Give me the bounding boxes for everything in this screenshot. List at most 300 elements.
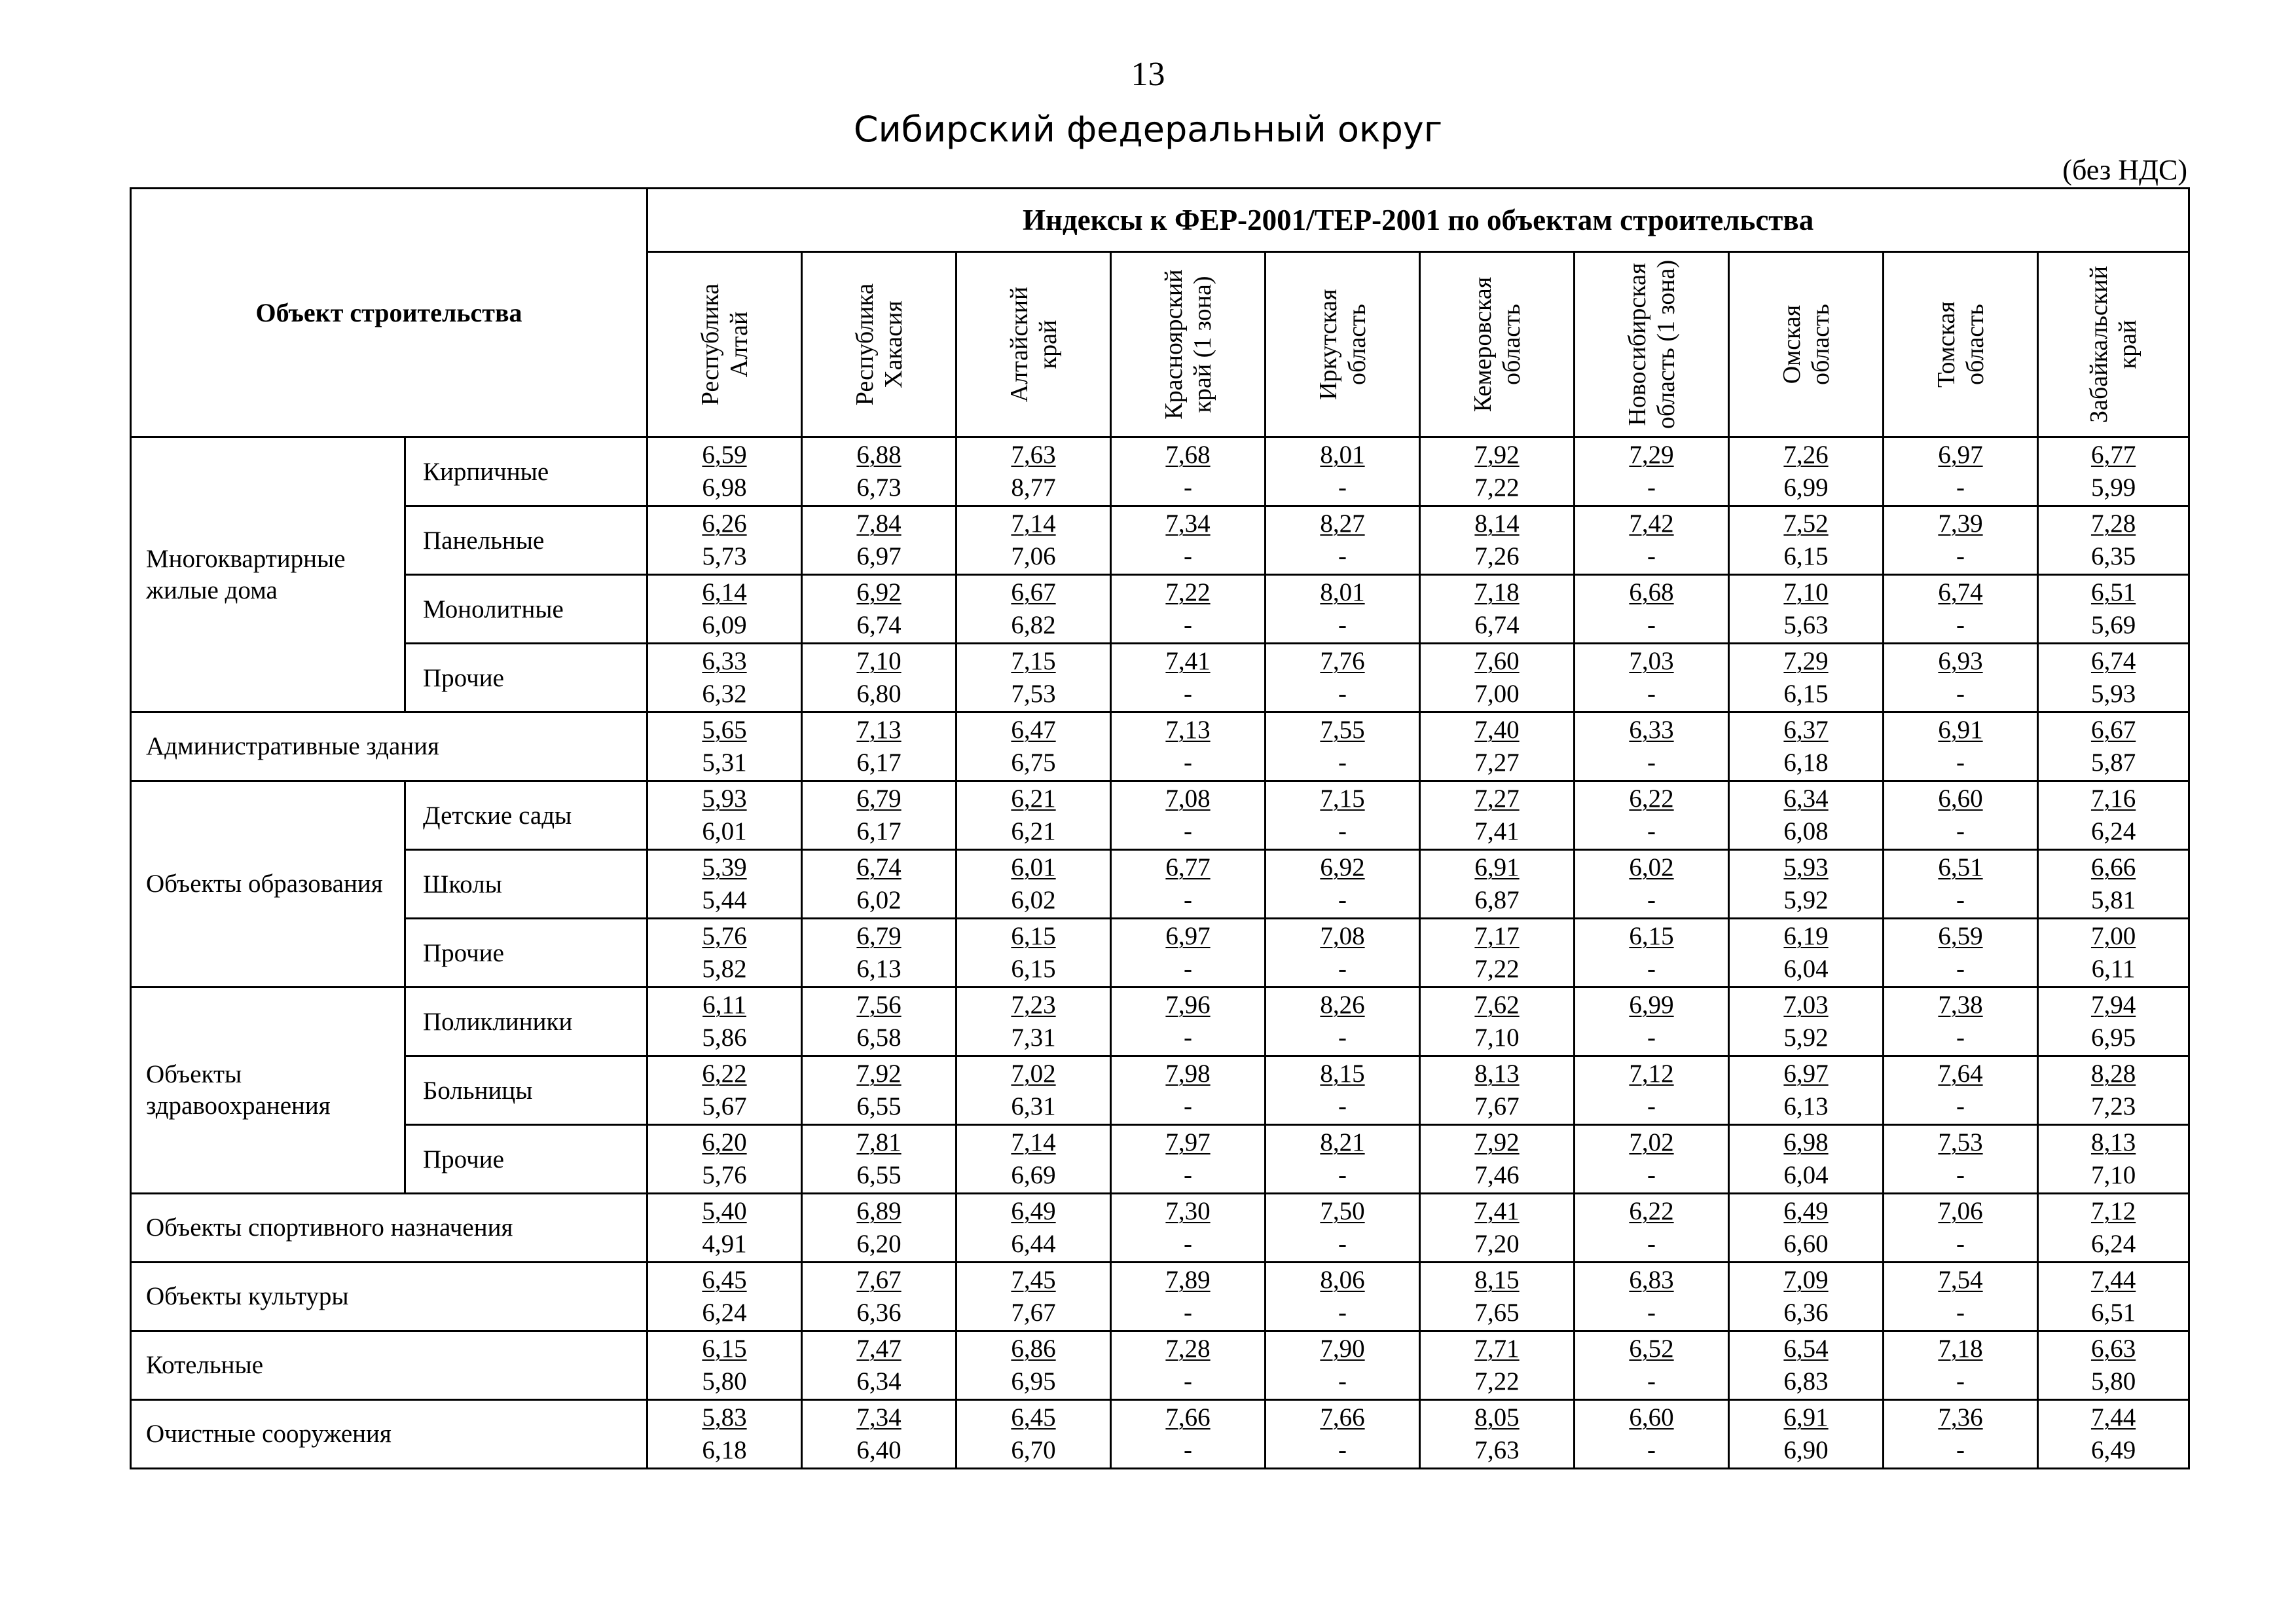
index-value-primary: 6,92 [856, 578, 902, 606]
value-cell [2038, 712, 2189, 781]
table-row [131, 712, 2189, 781]
index-value-secondary: - [1647, 1024, 1656, 1052]
index-value-primary: 7,10 [1783, 578, 1829, 606]
index-value-primary: 7,92 [1474, 1128, 1520, 1156]
index-value-secondary: - [1956, 1161, 1965, 1189]
region-label [2085, 266, 2142, 423]
index-value-secondary: 6,60 [1783, 1230, 1829, 1258]
index-value-secondary: 6,21 [1011, 817, 1056, 845]
value-cell [647, 437, 802, 506]
value-cell [1575, 987, 1729, 1056]
index-value-secondary: 6,95 [1011, 1367, 1056, 1395]
index-value-secondary: 6,58 [856, 1024, 902, 1052]
index-value-secondary: 6,24 [702, 1299, 747, 1327]
index-value-primary: 7,36 [1938, 1403, 1983, 1431]
value-cell [1575, 712, 1729, 781]
index-value-secondary: 6,34 [856, 1367, 902, 1395]
value-cell [1729, 987, 1884, 1056]
index-value-secondary: - [1338, 748, 1347, 777]
value-cell [2038, 437, 2189, 506]
value-cell [1420, 919, 1575, 987]
region-label-line2: край [2114, 320, 2142, 369]
index-value-secondary: 5,80 [2090, 1367, 2136, 1395]
index-value-primary: 6,15 [1629, 922, 1674, 950]
index-value-secondary: 6,02 [856, 886, 902, 914]
index-value-secondary: - [1184, 1436, 1193, 1464]
index-value-secondary: - [1956, 1024, 1965, 1052]
index-value-primary: 6,33 [1629, 716, 1674, 744]
value-cell [1266, 575, 1420, 644]
index-value-primary: 6,97 [1938, 441, 1983, 469]
value-cell [1266, 919, 1420, 987]
value-cell [957, 575, 1111, 644]
index-value-primary: 6,97 [1783, 1060, 1829, 1088]
index-value-primary: 6,14 [702, 578, 747, 606]
index-value-primary: 5,39 [702, 853, 747, 881]
region-label-line2: край [1034, 320, 1062, 369]
table-row [131, 437, 2189, 506]
index-value-primary: 7,06 [1938, 1197, 1983, 1225]
value-cell [802, 1125, 957, 1194]
index-value-primary: 7,67 [856, 1266, 902, 1294]
region-label [850, 284, 908, 406]
value-cell [2038, 1263, 2189, 1331]
value-cell [1420, 506, 1575, 575]
value-cell [1729, 575, 1884, 644]
value-cell [1266, 644, 1420, 712]
value-cell [1420, 1056, 1575, 1125]
index-value-secondary: 7,53 [1011, 680, 1056, 708]
index-value-primary: 6,19 [1783, 922, 1829, 950]
index-value-secondary: 5,81 [2090, 886, 2136, 914]
index-value-secondary: 5,86 [702, 1024, 747, 1052]
region-label-line1: Республика [696, 283, 724, 406]
value-cell [1575, 1056, 1729, 1125]
index-value-primary: 6,22 [702, 1060, 747, 1088]
index-value-secondary: 5,80 [702, 1367, 747, 1395]
index-value-secondary: - [1338, 886, 1347, 914]
page-number: 13 [1131, 56, 1165, 93]
region-header [647, 252, 802, 437]
index-value-secondary: - [1184, 1092, 1193, 1120]
table-row [131, 644, 2189, 712]
value-cell [1729, 1263, 1884, 1331]
index-value-primary: 6,21 [1011, 784, 1056, 813]
index-value-primary: 8,14 [1474, 509, 1520, 538]
value-cell [957, 919, 1111, 987]
table-row [131, 575, 2189, 644]
index-value-secondary: 5,73 [702, 542, 747, 570]
index-value-secondary: - [1647, 886, 1656, 914]
index-value-primary: 7,92 [856, 1060, 902, 1088]
subcategory-label: Прочие [405, 919, 647, 987]
index-value-secondary: - [1956, 542, 1965, 570]
index-value-secondary: 6,95 [2090, 1024, 2136, 1052]
index-value-secondary: 5,99 [2090, 473, 2136, 502]
object-header: Объект строительства [131, 189, 647, 437]
table-row [131, 919, 2189, 987]
index-value-secondary: 6,83 [1783, 1367, 1829, 1395]
value-cell [1729, 506, 1884, 575]
value-cell [957, 1263, 1111, 1331]
index-value-primary: 7,09 [1783, 1266, 1829, 1294]
table-row [131, 1194, 2189, 1263]
value-cell [1266, 1125, 1420, 1194]
index-value-primary: 7,38 [1938, 991, 1983, 1019]
value-cell [2038, 575, 2189, 644]
index-value-primary: 6,74 [2090, 647, 2136, 675]
index-value-secondary: 6,17 [856, 817, 902, 845]
index-value-primary: 7,54 [1938, 1266, 1983, 1294]
value-cell [2038, 1056, 2189, 1125]
index-value-secondary: 6,35 [2090, 542, 2136, 570]
index-value-primary: 7,89 [1165, 1266, 1211, 1294]
region-header [1575, 252, 1729, 437]
index-value-primary: 7,63 [1011, 441, 1056, 469]
index-value-secondary: 6,69 [1011, 1161, 1056, 1189]
index-value-secondary: - [1956, 1299, 1965, 1327]
index-value-primary: 6,93 [1938, 647, 1983, 675]
index-value-primary: 6,79 [856, 784, 902, 813]
index-value-secondary: 6,01 [702, 817, 747, 845]
table-row [131, 850, 2189, 919]
value-cell [647, 850, 802, 919]
value-cell [1729, 644, 1884, 712]
value-cell [2038, 1125, 2189, 1194]
index-value-secondary: 6,32 [702, 680, 747, 708]
value-cell [802, 1056, 957, 1125]
index-value-secondary: - [1956, 748, 1965, 777]
index-value-secondary: 6,20 [856, 1230, 902, 1258]
value-cell [647, 712, 802, 781]
region-label-line1: Алтайский [1005, 286, 1033, 403]
index-value-primary: 6,02 [1629, 853, 1674, 881]
index-value-secondary: - [1956, 1230, 1965, 1258]
index-value-primary: 7,03 [1629, 647, 1674, 675]
value-cell [1111, 506, 1266, 575]
value-cell [957, 712, 1111, 781]
index-value-secondary: 5,82 [702, 955, 747, 983]
subcategory-label: Прочие [405, 644, 647, 712]
index-value-primary: 7,39 [1938, 509, 1983, 538]
index-value-primary: 8,13 [1474, 1060, 1520, 1088]
index-value-primary: 7,98 [1165, 1060, 1211, 1088]
index-value-primary: 5,93 [702, 784, 747, 813]
index-value-secondary: - [1184, 748, 1193, 777]
value-cell [1884, 919, 2038, 987]
value-cell [1420, 1194, 1575, 1263]
index-value-secondary: - [1956, 1367, 1965, 1395]
value-cell [802, 575, 957, 644]
index-value-secondary: 6,31 [1011, 1092, 1056, 1120]
value-cell [957, 644, 1111, 712]
index-value-primary: 6,34 [1783, 784, 1829, 813]
region-label-line1: Кемеровская [1468, 276, 1497, 413]
index-value-primary: 7,53 [1938, 1128, 1983, 1156]
index-value-primary: 7,62 [1474, 991, 1520, 1019]
region-label-line2: Хакасия [879, 301, 907, 388]
region-label-line2: область [1497, 303, 1525, 386]
index-value-secondary: 6,11 [2091, 955, 2136, 983]
category-label: Котельные [131, 1331, 647, 1400]
value-cell [2038, 987, 2189, 1056]
index-value-primary: 7,50 [1320, 1197, 1365, 1225]
value-cell [1729, 712, 1884, 781]
index-value-primary: 7,34 [1165, 509, 1211, 538]
value-cell [2038, 919, 2189, 987]
index-value-primary: 6,89 [856, 1197, 902, 1225]
index-value-primary: 6,15 [1011, 922, 1056, 950]
value-cell [957, 437, 1111, 506]
value-cell [2038, 1331, 2189, 1400]
index-value-secondary: 6,40 [856, 1436, 902, 1464]
index-value-primary: 6,88 [856, 441, 902, 469]
index-value-primary: 8,05 [1474, 1403, 1520, 1431]
value-cell [957, 781, 1111, 850]
region-label [696, 284, 754, 406]
index-value-primary: 7,55 [1320, 716, 1365, 744]
index-value-primary: 7,14 [1011, 1128, 1056, 1156]
index-value-secondary: - [1956, 1092, 1965, 1120]
value-cell [1575, 1194, 1729, 1263]
value-cell [647, 919, 802, 987]
index-value-primary: 8,15 [1320, 1060, 1365, 1088]
index-value-secondary: 5,76 [702, 1161, 747, 1189]
index-value-primary: 7,13 [1165, 716, 1211, 744]
value-cell [802, 712, 957, 781]
value-cell [1111, 575, 1266, 644]
value-cell [1420, 437, 1575, 506]
index-value-primary: 7,40 [1474, 716, 1520, 744]
value-cell [1575, 919, 1729, 987]
index-value-secondary: 7,27 [1474, 748, 1520, 777]
index-value-primary: 6,47 [1011, 716, 1056, 744]
index-value-secondary: - [1184, 1024, 1193, 1052]
value-cell [802, 1400, 957, 1469]
value-cell [1420, 712, 1575, 781]
index-value-primary: 8,06 [1320, 1266, 1365, 1294]
index-value-secondary: - [1338, 1024, 1347, 1052]
value-cell [647, 1331, 802, 1400]
index-value-secondary: - [1338, 817, 1347, 845]
index-value-secondary: 7,26 [1474, 542, 1520, 570]
index-value-primary: 7,34 [856, 1403, 902, 1431]
value-cell [1111, 781, 1266, 850]
index-value-primary: 7,52 [1783, 509, 1829, 538]
region-label [1623, 260, 1681, 429]
index-value-secondary: 6,99 [1783, 473, 1829, 502]
index-value-primary: 6,77 [1165, 853, 1211, 881]
index-value-secondary: - [1647, 955, 1656, 983]
value-cell [2038, 644, 2189, 712]
index-value-secondary: 6,15 [1783, 542, 1829, 570]
value-cell [1729, 919, 1884, 987]
region-label-line1: Омская [1777, 304, 1806, 384]
index-value-primary: 6,92 [1320, 853, 1365, 881]
value-cell [1729, 1056, 1884, 1125]
index-value-secondary: 8,77 [1011, 473, 1056, 502]
value-cell [1884, 506, 2038, 575]
index-value-secondary: 7,63 [1474, 1436, 1520, 1464]
index-value-primary: 7,81 [856, 1128, 902, 1156]
index-value-secondary: 5,67 [702, 1092, 747, 1120]
index-value-secondary: 5,44 [702, 886, 747, 914]
value-cell [802, 919, 957, 987]
index-value-primary: 6,15 [702, 1335, 747, 1363]
index-value-primary: 8,13 [2090, 1128, 2136, 1156]
table-row [131, 1125, 2189, 1194]
index-value-primary: 7,66 [1320, 1403, 1365, 1431]
index-value-secondary: 6,36 [856, 1299, 902, 1327]
index-value-primary: 6,74 [856, 853, 902, 881]
region-label [1314, 289, 1372, 400]
value-cell [1420, 1263, 1575, 1331]
value-cell [1266, 781, 1420, 850]
subcategory-label: Поликлиники [405, 987, 647, 1056]
index-value-secondary: 7,41 [1474, 817, 1520, 845]
value-cell [1266, 506, 1420, 575]
index-value-secondary: 6,24 [2090, 1230, 2136, 1258]
index-value-primary: 7,02 [1011, 1060, 1056, 1088]
region-header [957, 252, 1111, 437]
index-value-secondary: - [1338, 1436, 1347, 1464]
value-cell [647, 1056, 802, 1125]
value-cell [1575, 850, 1729, 919]
index-value-primary: 7,08 [1165, 784, 1211, 813]
value-cell [802, 1263, 957, 1331]
value-cell [1111, 919, 1266, 987]
index-value-secondary: 6,04 [1783, 955, 1829, 983]
value-cell [2038, 1400, 2189, 1469]
value-cell [647, 1194, 802, 1263]
region-header [2038, 252, 2189, 437]
value-cell [1575, 437, 1729, 506]
index-value-secondary: 6,08 [1783, 817, 1829, 845]
value-cell [1266, 987, 1420, 1056]
value-cell [647, 644, 802, 712]
region-header [1420, 252, 1575, 437]
index-value-primary: 7,02 [1629, 1128, 1674, 1156]
index-value-secondary: - [1338, 1367, 1347, 1395]
index-value-secondary: - [1956, 473, 1965, 502]
table-row [131, 1331, 2189, 1400]
region-header [1111, 252, 1266, 437]
index-value-secondary: 7,10 [2090, 1161, 2136, 1189]
index-value-secondary: - [1184, 817, 1193, 845]
index-value-secondary: - [1647, 817, 1656, 845]
index-value-primary: 6,91 [1783, 1403, 1829, 1431]
index-value-secondary: - [1338, 611, 1347, 639]
region-label-line2: край (1 зона) [1188, 276, 1216, 413]
index-value-primary: 7,76 [1320, 647, 1365, 675]
index-value-primary: 7,92 [1474, 441, 1520, 469]
value-cell [1266, 712, 1420, 781]
index-value-primary: 8,21 [1320, 1128, 1365, 1156]
value-cell [802, 987, 957, 1056]
index-value-secondary: 5,69 [2090, 611, 2136, 639]
index-value-primary: 7,18 [1938, 1335, 1983, 1363]
value-cell [1420, 781, 1575, 850]
subcategory-label: Прочие [405, 1125, 647, 1194]
value-cell [647, 575, 802, 644]
region-label [1932, 301, 1990, 388]
index-value-primary: 7,90 [1320, 1335, 1365, 1363]
index-value-primary: 6,45 [1011, 1403, 1056, 1431]
vat-note: (без НДС) [2062, 154, 2187, 186]
value-cell [957, 1125, 1111, 1194]
table-row [131, 1400, 2189, 1469]
index-value-primary: 7,96 [1165, 991, 1211, 1019]
value-cell [1266, 1056, 1420, 1125]
category-label: Административные здания [131, 712, 647, 781]
index-value-secondary: 4,91 [702, 1230, 747, 1258]
region-label [1005, 287, 1063, 403]
index-value-primary: 7,42 [1629, 509, 1674, 538]
subcategory-label: Детские сады [405, 781, 647, 850]
index-value-secondary: 6,18 [1783, 748, 1829, 777]
index-value-primary: 6,52 [1629, 1335, 1674, 1363]
index-value-primary: 6,22 [1629, 784, 1674, 813]
index-value-secondary: 6,75 [1011, 748, 1056, 777]
region-label-line1: Новосибирская [1623, 263, 1651, 426]
value-cell [1111, 1125, 1266, 1194]
value-cell [2038, 850, 2189, 919]
value-cell [1884, 781, 2038, 850]
index-value-primary: 6,59 [702, 441, 747, 469]
index-value-primary: 6,20 [702, 1128, 747, 1156]
index-value-primary: 7,60 [1474, 647, 1520, 675]
table-row [131, 987, 2189, 1056]
index-value-primary: 7,29 [1783, 647, 1829, 675]
region-label-line1: Томская [1932, 301, 1960, 388]
value-cell [1266, 1263, 1420, 1331]
index-value-primary: 8,01 [1320, 441, 1365, 469]
index-value-secondary: - [1338, 1161, 1347, 1189]
value-cell [1729, 781, 1884, 850]
index-value-primary: 7,44 [2090, 1403, 2136, 1431]
region-label-line1: Забайкальский [2085, 266, 2113, 423]
index-value-secondary: 6,80 [856, 680, 902, 708]
index-value-primary: 6,97 [1165, 922, 1211, 950]
index-value-secondary: 6,13 [856, 955, 902, 983]
value-cell [1575, 1263, 1729, 1331]
index-value-primary: 6,79 [856, 922, 902, 950]
index-value-secondary: 6,74 [856, 611, 902, 639]
index-value-secondary: - [1338, 1092, 1347, 1120]
value-cell [1111, 1056, 1266, 1125]
index-value-secondary: 7,22 [1474, 955, 1520, 983]
value-cell [1111, 644, 1266, 712]
value-cell [957, 1400, 1111, 1469]
subcategory-label: Больницы [405, 1056, 647, 1125]
value-cell [802, 850, 957, 919]
index-value-secondary: 6,17 [856, 748, 902, 777]
value-cell [957, 506, 1111, 575]
value-cell [1420, 1331, 1575, 1400]
index-value-primary: 7,56 [856, 991, 902, 1019]
index-value-primary: 8,27 [1320, 509, 1365, 538]
value-cell [1729, 1125, 1884, 1194]
value-cell [2038, 506, 2189, 575]
index-value-primary: 7,15 [1320, 784, 1365, 813]
index-value-primary: 6,49 [1783, 1197, 1829, 1225]
index-value-secondary: - [1184, 680, 1193, 708]
index-value-secondary: 7,06 [1011, 542, 1056, 570]
table-body [131, 437, 2189, 1469]
index-value-secondary: 7,46 [1474, 1161, 1520, 1189]
index-value-secondary: - [1647, 542, 1656, 570]
index-value-secondary: - [1184, 1230, 1193, 1258]
